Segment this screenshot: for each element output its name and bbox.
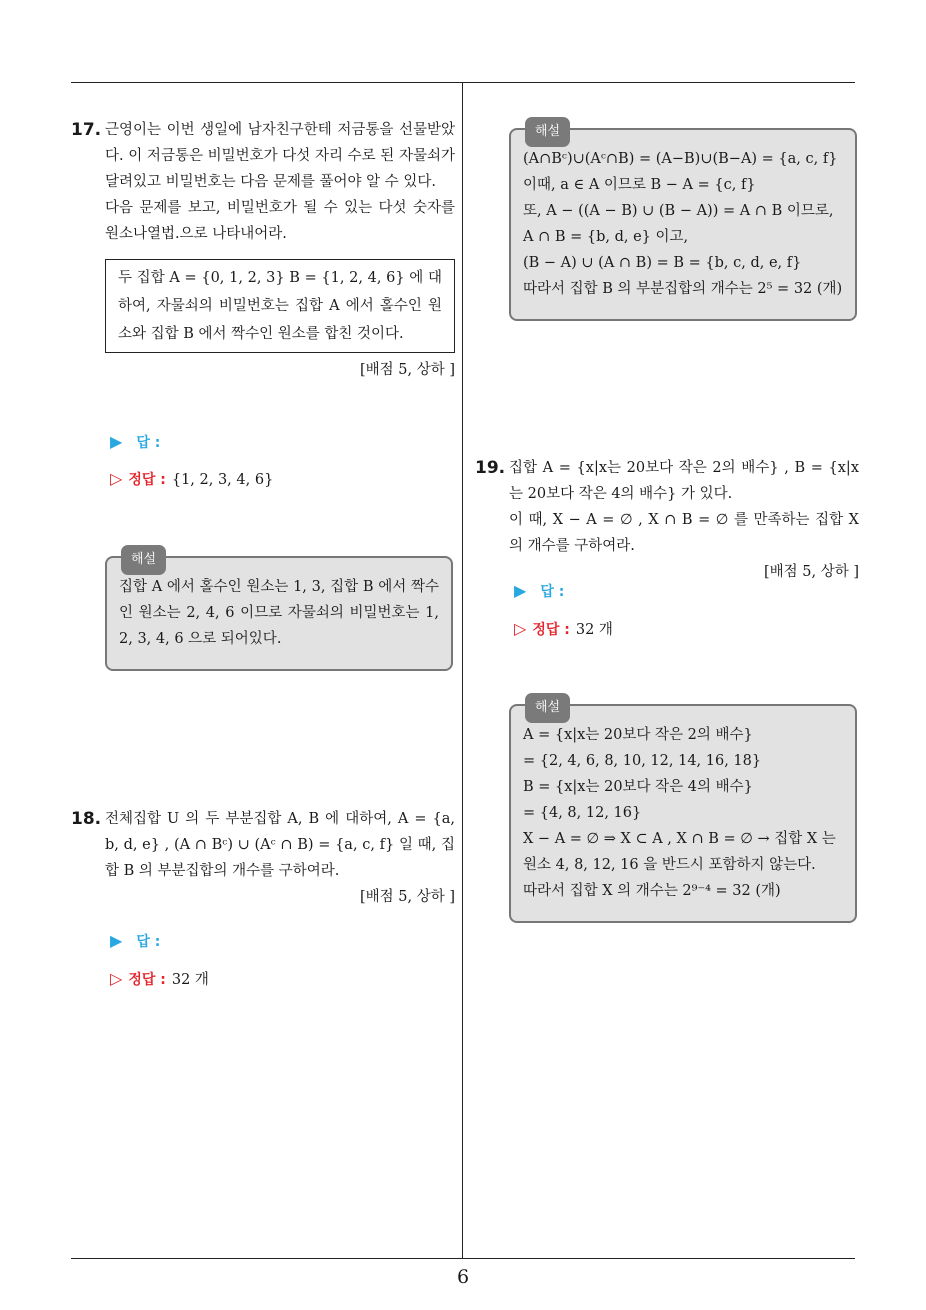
solution-text: 집합 A 에서 홀수인 원소는 1, 3, 집합 B 에서 짝수인 원소는 2, 4, 6 이므로 자물쇠의 비밀번호는 1, 2, 3, 4, 6 으로 되어있다.: [119, 579, 439, 647]
problem-number: 19.: [475, 458, 506, 478]
solution-text: = {4, 8, 12, 16}: [523, 805, 642, 821]
triangle-icon: ▶: [110, 931, 123, 950]
answer-line: [110, 931, 160, 951]
problem-number: 18.: [71, 809, 102, 829]
answer-line: [110, 432, 160, 452]
correct-label: 정답 :: [128, 472, 166, 488]
answer-label: 답 :: [540, 584, 565, 600]
problem-17: [71, 117, 455, 383]
solution-text: B = {x|x는 20보다 작은 4의 배수}: [523, 779, 753, 795]
outline-triangle-icon: ▷: [514, 619, 527, 638]
problem-text: 이 때, X − A = ∅ , X ∩ B = ∅ 를 만족하는 집합 X 의 개수를 구하여라.: [509, 512, 859, 554]
problem-number: 17.: [71, 120, 102, 140]
correct-answer-line: [110, 469, 273, 489]
score-label: [배점 5, 상하 ]: [359, 889, 455, 905]
correct-answer: 32 개: [575, 622, 613, 638]
solution-box-19: [509, 700, 857, 923]
solution-box-17: [105, 552, 453, 671]
problem-18: [71, 806, 455, 910]
solution-text: A ∩ B = {b, d, e} 이고,: [523, 229, 689, 245]
correct-answer: {1, 2, 3, 4, 6}: [171, 472, 274, 488]
solution-tag: 해설: [525, 693, 570, 723]
page-number: 6: [456, 1266, 470, 1288]
solution-tag: 해설: [525, 117, 570, 147]
top-rule: [71, 82, 855, 83]
problem-text: 집합 A = {x|x는 20보다 작은 2의 배수} , B = {x|x는 20보다 작은 4의 배수} 가 있다.: [509, 460, 859, 502]
answer-label: 답 :: [136, 435, 161, 451]
correct-answer-line: [514, 618, 613, 639]
solution-text: 이때, a ∈ A 이므로 B − A = {c, f}: [523, 177, 756, 193]
correct-answer: 32 개: [171, 972, 209, 988]
condition-box: 두 집합 A = {0, 1, 2, 3} B = {1, 2, 4, 6} 에 대하여, 자물쇠의 비밀번호는 집합 A 에서 홀수인 원소와 집합 B 에서 짝수인 원소를 합친 것이다.: [105, 259, 455, 353]
solution-text: (B − A) ∪ (A ∩ B) = B = {b, c, d, e, f}: [523, 255, 802, 271]
answer-label: 답 :: [136, 934, 161, 950]
solution-text: 따라서 집합 B 의 부분집합의 개수는 2⁵ = 32 (개): [523, 281, 843, 297]
score-label: [배점 5, 상하 ]: [359, 362, 455, 378]
triangle-icon: ▶: [110, 432, 123, 451]
column-divider: [462, 83, 463, 1258]
correct-label: 정답 :: [532, 622, 570, 638]
outline-triangle-icon: ▷: [110, 969, 123, 988]
solution-text: = {2, 4, 6, 8, 10, 12, 14, 16, 18}: [523, 753, 762, 769]
score-label: [배점 5, 상하 ]: [763, 564, 859, 580]
bottom-rule: [71, 1258, 855, 1259]
correct-label: 정답 :: [128, 972, 166, 988]
problem-text: 근영이는 이번 생일에 남자친구한테 저금통을 선물받았다. 이 저금통은 비밀번호가 다섯 자리 수로 된 자물쇠가 달려있고 비밀번호는 다음 문제를 풀어야 알 수 있다.: [105, 122, 455, 190]
correct-answer-line: [110, 968, 209, 989]
problem-text: 다음 문제를 보고, 비밀번호가 될 수 있는 다섯 숫자를 원소나열법.으로 나타내어라.: [105, 200, 455, 242]
solution-text: A = {x|x는 20보다 작은 2의 배수}: [523, 727, 753, 743]
answer-line: [514, 581, 564, 601]
solution-tag: 해설: [121, 545, 166, 575]
outline-triangle-icon: ▷: [110, 469, 123, 488]
solution-text: X − A = ∅ ⇒ X ⊂ A , X ∩ B = ∅ → 집합 X 는 원소 4, 8, 12, 16 을 반드시 포함하지 않는다.: [523, 831, 836, 873]
solution-text: (A∩Bᶜ)∪(Aᶜ∩B) = (A−B)∪(B−A) = {a, c, f}: [523, 151, 838, 167]
problem-19: [475, 455, 859, 585]
problem-text: 전체집합 U 의 두 부분집합 A, B 에 대하여, A = {a, b, d, e} , (A ∩ Bᶜ) ∪ (Aᶜ ∩ B) = {a, c, f} 일 때, 집합 B 의 부분집합의 개수를 구하여라.: [105, 811, 455, 879]
triangle-icon: ▶: [514, 581, 527, 600]
solution-text: 따라서 집합 X 의 개수는 2⁹⁻⁴ = 32 (개): [523, 883, 781, 899]
solution-box-18: [509, 124, 857, 321]
solution-text: 또, A − ((A − B) ∪ (B − A)) = A ∩ B 이므로,: [523, 203, 834, 219]
